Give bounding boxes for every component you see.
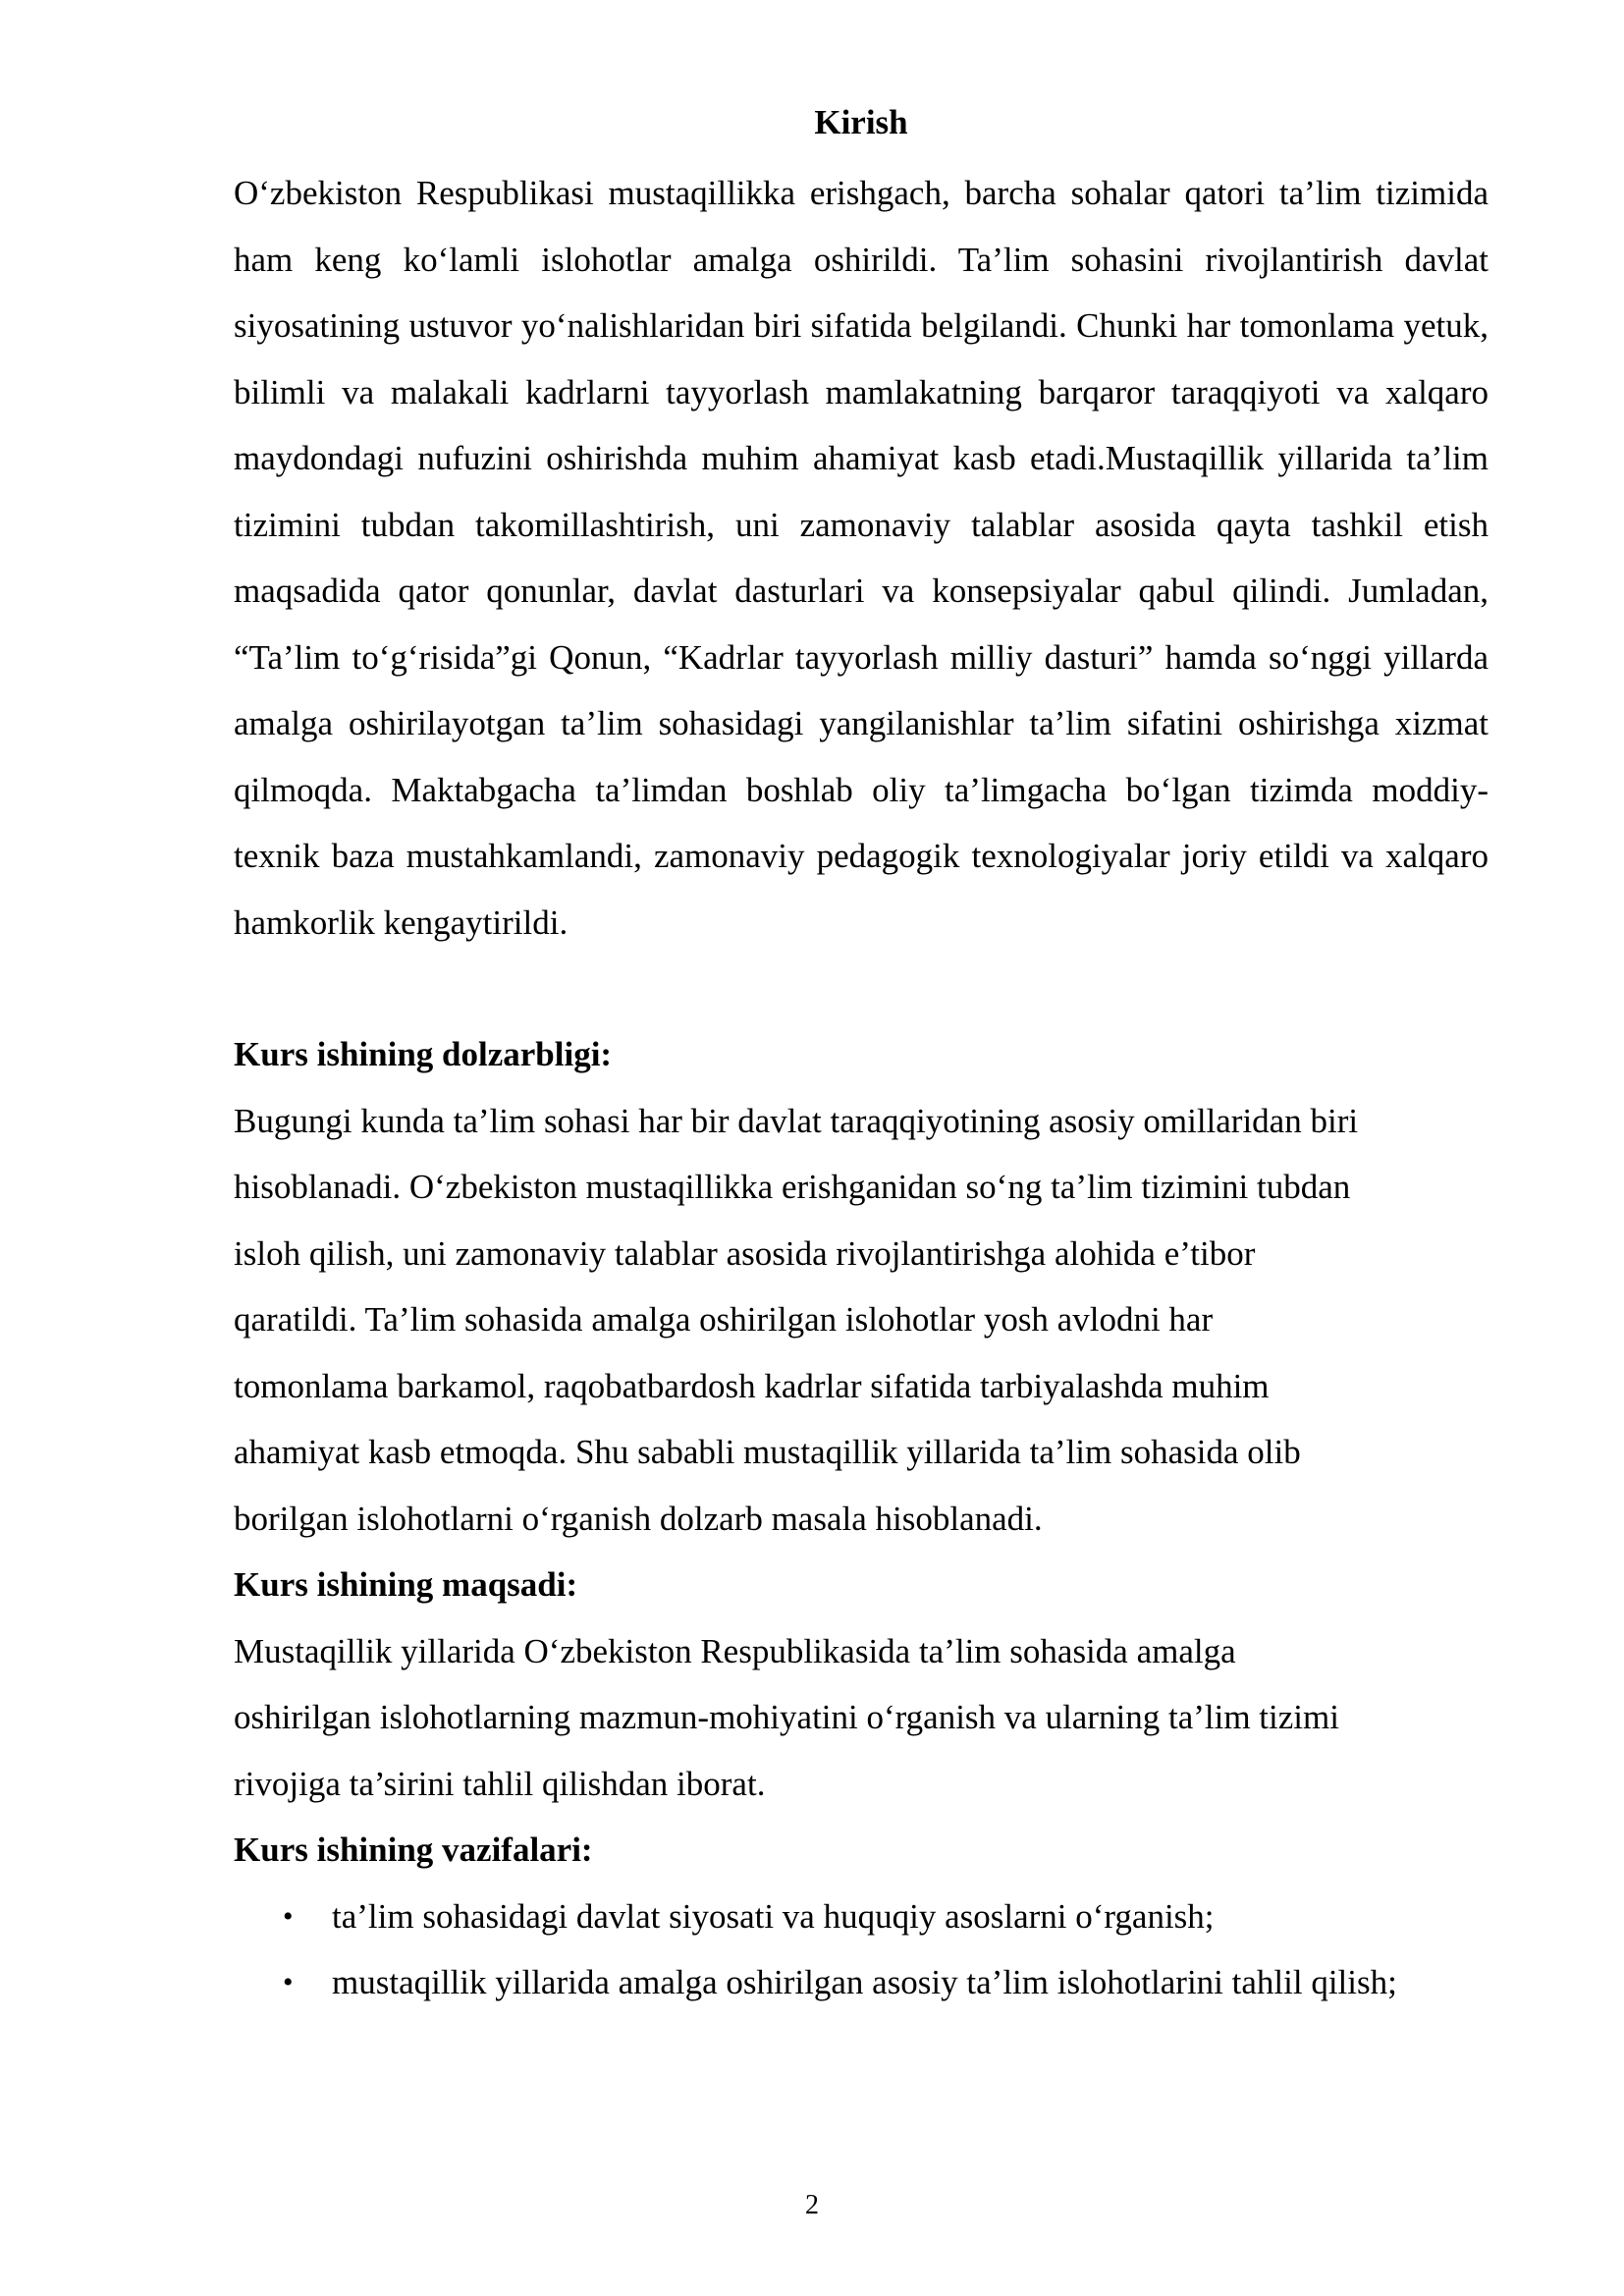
section-gap [234,956,1489,1021]
text-line: hisoblanadi. O‘zbekiston mustaqillikka erishganidan so‘ng ta’lim tizimini tubdan [234,1168,1351,1206]
goal-heading: Kurs ishining maqsadi: [234,1565,578,1604]
text-line: borilgan islohotlarni o‘rganish dolzarb masala hisoblanadi. [234,1499,1043,1538]
list-item [283,1949,1489,2016]
tasks-heading: Kurs ishining vazifalari: [234,1831,593,1869]
goal-paragraph [234,1618,1489,1818]
text-line: rivojiga ta’sirini tahlil qilishdan iborat. [234,1764,766,1803]
text-line: tomonlama barkamol, raqobatbardosh kadrlar sifatida tarbiyalashda muhim [234,1366,1270,1405]
text-line: isloh qilish, uni zamonaviy talablar asosida rivojlantirishga alohida e’tibor [234,1233,1256,1273]
list-item-text: ta’lim sohasidagi davlat siyosati va huquqiy asoslarni o‘rganish; [332,1896,1215,1936]
text-line: Bugungi kunda ta’lim sohasi har bir davlat taraqqiyotining asosiy omillaridan biri [234,1101,1359,1140]
list-item [283,1884,1489,1950]
text-line: oshirilgan islohotlarning mazmun-mohiyatini o‘rganish va ularning ta’lim tizimi [234,1698,1339,1736]
page-number: 2 [805,2190,819,2220]
bullet-icon: • [283,1899,294,1933]
tasks-list [234,1884,1489,2016]
relevance-paragraph [234,1088,1489,1553]
relevance-heading: Kurs ishining dolzarbligi: [234,1035,613,1073]
page-title: Kirish [814,103,908,141]
list-item-text: mustaqillik yillarida amalga oshirilgan asosiy ta’lim islohotlarini tahlil qilish; [332,1963,1397,2001]
text-line: ahamiyat kasb etmoqda. Shu sababli mustaqillik yillarida ta’lim sohasida olib [234,1433,1301,1471]
intro-paragraph: O‘zbekiston Respublikasi mustaqillikka erishgach, barcha sohalar qatori ta’lim tizimida ham keng ko‘lamli islohotlar amalga oshirildi. Ta’lim sohasini rivojlantirish davlat siyosatining ustuvor yo‘nalishlaridan biri sifatida belgilandi. Chunki har tomonlama yetuk, bilimli va malakali kadrlarni tayyorlash mamlakatning barqaror taraqqiyoti va xalqaro maydondagi nufuzini oshirishda muhim ahamiyat kasb etadi.Mustaqillik yillarida ta’lim tizimini tubdan takomillashtirish, uni zamonaviy talablar asosida qayta tashkil etish maqsadida qator qonunlar, davlat dasturlari va konsepsiyalar qabul qilindi. Jumladan, “Ta’lim to‘g‘risida”gi Qonun, “Kadrlar tayyorlash milliy dasturi” hamda so‘nggi yillarda amalga oshirilayotgan ta’lim sohasidagi yangilanishlar ta’lim sifatini oshirishga xizmat qilmoqda. Maktabgacha ta’limdan boshlab oliy ta’limgacha bo‘lgan tizimda moddiy-texnik baza mustahkamlandi, zamonaviy pedagogik texnologiyalar joriy etildi va xalqaro hamkorlik kengaytirildi. [234,174,1489,942]
text-line: Mustaqillik yillarida O‘zbekiston Respublikasida ta’lim sohasida amalga [234,1631,1236,1670]
text-line: qaratildi. Ta’lim sohasida amalga oshirilgan islohotlar yosh avlodni har [234,1300,1214,1339]
document-page [234,93,1489,2016]
bullet-icon: • [283,1966,294,1998]
